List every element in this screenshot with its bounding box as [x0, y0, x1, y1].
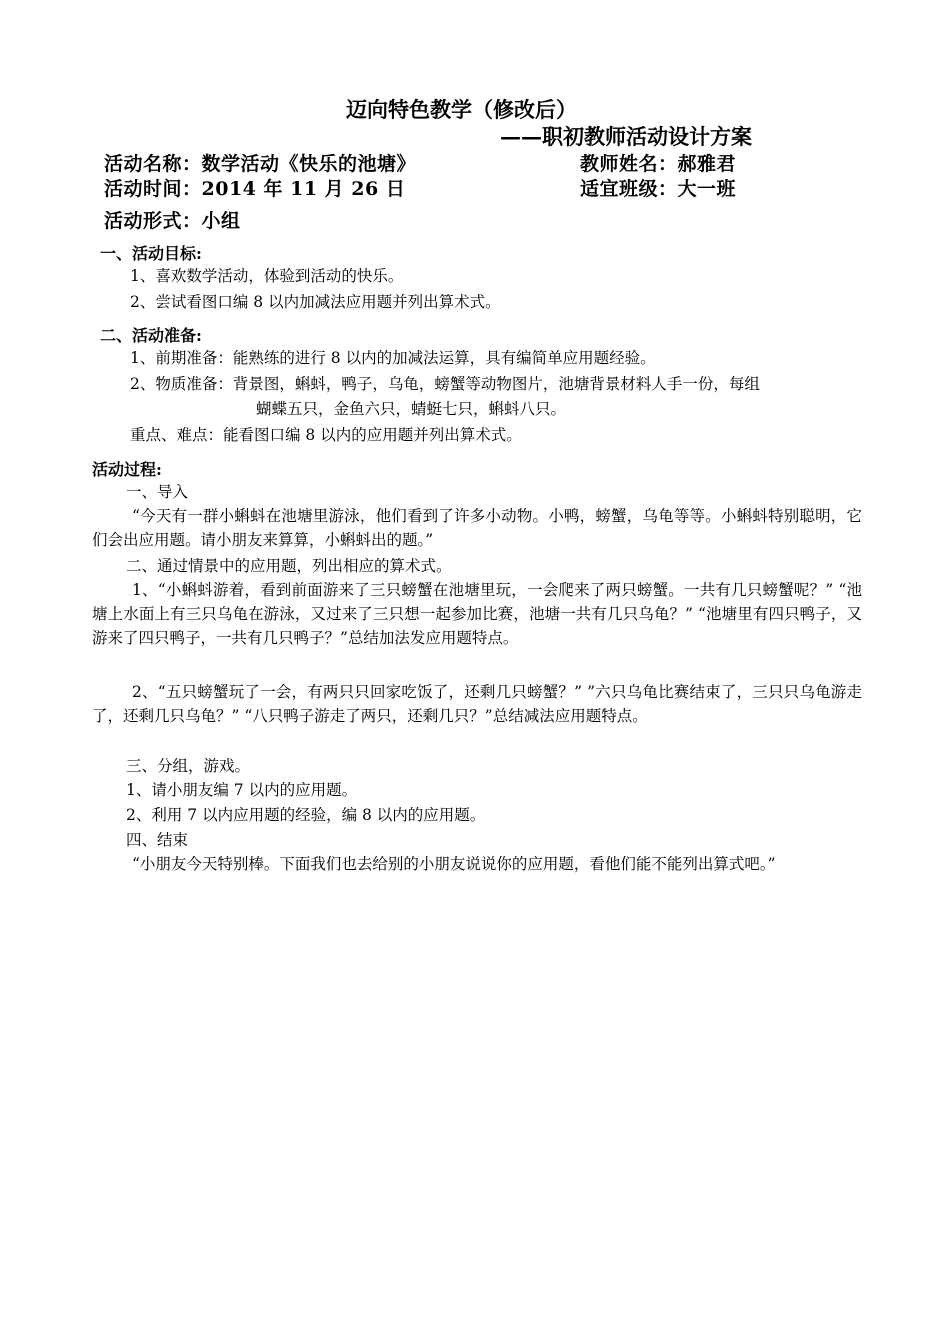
- step3-item-1: 1、请小朋友编 7 以内的应用题。: [126, 781, 358, 799]
- activity-form: 活动形式：小组: [104, 210, 241, 232]
- step1-title: 一、导入: [126, 483, 189, 501]
- step2-title: 二、通过情景中的应用题，列出相应的算术式。: [126, 557, 452, 575]
- key-points: 重点、难点：能看图口编 8 以内的应用题并列出算术式。: [130, 426, 522, 444]
- goal-item-2: 2、尝试看图口编 8 以内加减法应用题并列出算术式。: [130, 293, 501, 311]
- preparation-item-2-cont: 蝴蝶五只，金鱼六只，蜻蜓七只，蝌蚪八只。: [256, 400, 567, 418]
- activity-time: 活动时间：2014 年 11 月 26 日: [104, 178, 406, 200]
- goals-heading: 一、活动目标:: [100, 244, 202, 263]
- step2-paragraph-2: 2、“五只螃蟹玩了一会，有两只只回家吃饭了，还剩几只螃蟹？” ”六只乌龟比赛结束了，三只只乌龟游走了，还剩几只乌龟？” “八只鸭子游走了两只，还剩几只？”总结减法应用题特点。: [92, 683, 862, 726]
- suitable-class: 适宜班级：大一班: [580, 178, 737, 200]
- preparation-item-2: 2、物质准备：背景图，蝌蚪，鸭子，乌龟，螃蟹等动物图片，池塘背景材料人手一份，每组: [130, 375, 760, 393]
- step2-paragraph-1: 1、“小蝌蚪游着，看到前面游来了三只螃蟹在池塘里玩，一会爬来了两只螃蟹。一共有几只螃蟹呢？” “池塘上水面上有三只乌龟在游泳，又过来了三只想一起参加比赛，池塘一共有几只乌龟？” “池塘里有四只鸭子，又游来了四只鸭子，一共有几只鸭子？”总结加法发应用题特点。: [92, 581, 862, 648]
- activity-name: 活动名称：数学活动《快乐的池塘》: [104, 153, 417, 175]
- goal-item-1: 1、喜欢数学活动，体验到活动的快乐。: [130, 267, 404, 285]
- preparation-heading: 二、活动准备:: [100, 326, 202, 345]
- step1-text: “今天有一群小蝌蚪在池塘里游泳，他们看到了许多小动物。小鸭，螃蟹，乌龟等等。小蝌蚪特别聪明，它们会出应用题。请小朋友来算算，小蝌蚪出的题。”: [92, 507, 862, 550]
- preparation-item-1: 1、前期准备：能熟练的进行 8 以内的加减法运算，具有编简单应用题经验。: [130, 349, 656, 367]
- step4-text: “小朋友今天特别棒。下面我们也去给别的小朋友说说你的应用题，看他们能不能列出算式吧。”: [132, 855, 776, 873]
- step3-title: 三、分组，游戏。: [126, 757, 251, 775]
- document-subtitle: ——职初教师活动设计方案: [500, 124, 752, 149]
- document-title: 迈向特色教学（修改后）: [346, 97, 577, 122]
- process-heading: 活动过程:: [92, 460, 162, 479]
- step4-title: 四、结束: [126, 831, 189, 849]
- teacher-name: 教师姓名：郝雅君: [580, 153, 737, 175]
- step3-item-2: 2、利用 7 以内应用题的经验，编 8 以内的应用题。: [126, 806, 486, 824]
